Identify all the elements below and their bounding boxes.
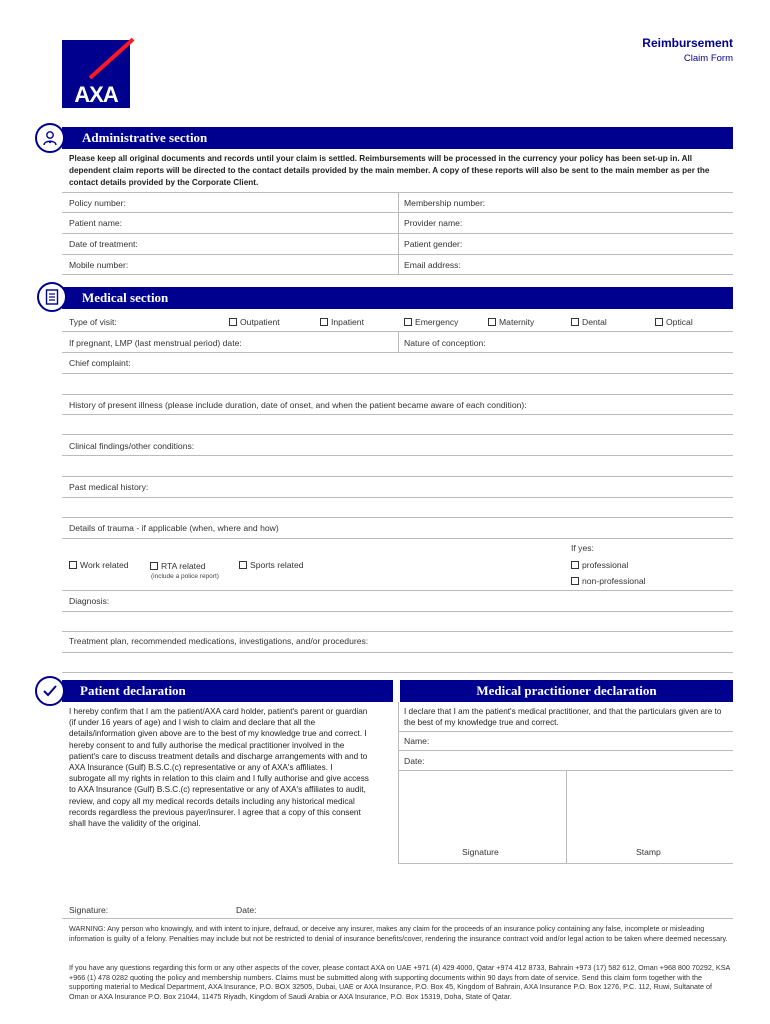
- patient-declaration-text: I hereby confirm that I am the patient/AXA card holder, patient's parent or guardian (if under 16 years of age) and I wish to claim and declare that all the details/information given above are to the best of my knowledge true and correct. I hereby consent to and fully authorise the medical practitioner involved in the patient's care to discuss treatment details and discharge arrangements with and to AXA Insurance (Gulf) B.S.C.(c) representative or any of AXA's affiliates. I subrogate all my rights in relation to this claim and I fully authorise and give access to AXA Insurance (Gulf) B.S.C.(c) representative or any of AXA's affiliates to audit, review, and copy all my medical records details including any historical medical records regardless the previous payer/insurer. I agree that a copy of this consent shall have the validity of the original.: [69, 707, 369, 829]
- contact-text: If you have any questions regarding this form or any other aspects of the cover, please contact AXA on UAE +971 (4) 429 4000, Qatar +974 412 8733, Bahrain +973 (17) 582 612, Oman +968 800 70292, KSA +966 (1) 478 0282 quoting the policy and membership numbers. Claims must be submitted along with supporting documents within 90 days from date of service. Send this claim form together with the supporting material to Medical Department, AXA Insurance, P.O. BOX 32505, Dubai, UAE or AXA Insurance, P.O. Box 45, Kingdom of Bahrain, AXA Insurance P.O. Box 1276, P.C. 112, Ruwi, Sultanate of Oman or AXA Insurance P.O. Box 21044, 11475 Riyadh, Kingdom of Saudi Arabia or AXA Insurance, P.O. Box 15319, Doha, State of Qatar.: [69, 963, 730, 1001]
- sports-related-checkbox[interactable]: Sports related: [239, 560, 304, 570]
- lmp-date-field[interactable]: If pregnant, LMP (last menstrual period) date:: [69, 338, 242, 348]
- medical-section-heading: Medical section: [82, 290, 169, 305]
- checkmark-icon: [35, 676, 65, 706]
- axa-logo: [62, 40, 130, 108]
- date-of-treatment-field[interactable]: Date of treatment:: [69, 239, 138, 249]
- provider-name-field[interactable]: Provider name:: [404, 218, 463, 228]
- clinical-findings-field[interactable]: Clinical findings/other conditions:: [69, 441, 195, 451]
- practitioner-declaration-bar: [400, 680, 733, 702]
- logo-slash: [89, 38, 135, 80]
- type-of-visit-label: Type of visit:: [69, 317, 117, 327]
- rta-note: (include a police report): [151, 573, 219, 580]
- email-address-field[interactable]: Email address:: [404, 260, 461, 270]
- past-history-field[interactable]: Past medical history:: [69, 482, 149, 492]
- patient-gender-field[interactable]: Patient gender:: [404, 239, 463, 249]
- patient-name-field[interactable]: Patient name:: [69, 218, 123, 228]
- professional-checkbox[interactable]: professional: [571, 560, 628, 570]
- practitioner-signature-area[interactable]: Signature: [462, 847, 499, 857]
- visit-maternity-checkbox[interactable]: Maternity: [488, 317, 534, 327]
- practitioner-date-field[interactable]: Date:: [404, 756, 425, 766]
- conception-field[interactable]: Nature of conception:: [404, 338, 486, 348]
- visit-outpatient-checkbox[interactable]: Outpatient: [229, 317, 280, 327]
- treatment-plan-field[interactable]: Treatment plan, recommended medications, investigations, and/or procedures:: [69, 636, 369, 646]
- patient-declaration-bar: [62, 680, 393, 702]
- rta-related-checkbox[interactable]: RTA related: [150, 561, 206, 571]
- membership-number-field[interactable]: Membership number:: [404, 198, 486, 208]
- medical-section-bar: [62, 287, 733, 309]
- visit-optical-checkbox[interactable]: Optical: [655, 317, 693, 327]
- admin-notice: Please keep all original documents and records until your claim is settled. Reimbursements will be processed in the currency your policy has been set-up in. All dependent claim reports will be directed to the contact details provided by the main member. A copy of these reports will also be sent to the main member as per the contact details provided by the Corporate Client.: [69, 154, 710, 187]
- history-field[interactable]: History of present illness (please include duration, date of onset, and when the patient became aware of each condition):: [69, 400, 527, 410]
- diagnosis-field[interactable]: Diagnosis:: [69, 596, 110, 606]
- document-icon: [37, 282, 67, 312]
- if-yes-label: If yes:: [571, 543, 594, 553]
- warning-text: WARNING: Any person who knowingly, and with intent to injure, defraud, or deceive any insurer, makes any claim for the proceeds of an insurance policy containing any false, incomplete or misleading information is guilty of a felony. Penalties may include but not be restricted to denial of insurance benefits/cover, rendering the insurance contract void and/or legal action to be taken where deemed necessary.: [69, 924, 728, 943]
- admin-section-heading: Administrative section: [82, 130, 208, 145]
- visit-inpatient-checkbox[interactable]: Inpatient: [320, 317, 364, 327]
- chief-complaint-field[interactable]: Chief complaint:: [69, 358, 131, 368]
- practitioner-declaration-text: I declare that I am the patient's medical practitioner, and that the particulars given are to the best of my knowledge true and correct.: [404, 707, 722, 728]
- admin-section-bar: [62, 127, 733, 149]
- patient-signature-field[interactable]: Signature:: [69, 905, 109, 915]
- non-professional-checkbox[interactable]: non-professional: [571, 576, 646, 586]
- practitioner-declaration-heading: Medical practitioner declaration: [476, 683, 657, 698]
- visit-dental-checkbox[interactable]: Dental: [571, 317, 607, 327]
- doctor-icon: [35, 123, 65, 153]
- trauma-field[interactable]: Details of trauma - if applicable (when, where and how): [69, 523, 279, 533]
- visit-emergency-checkbox[interactable]: Emergency: [404, 317, 458, 327]
- practitioner-stamp-area[interactable]: Stamp: [636, 847, 661, 857]
- logo-text: AXA: [74, 82, 118, 107]
- form-subtitle: Claim Form: [683, 53, 733, 64]
- patient-declaration-heading: Patient declaration: [80, 683, 186, 698]
- patient-date-field[interactable]: Date:: [236, 905, 257, 915]
- practitioner-name-field[interactable]: Name:: [404, 736, 430, 746]
- mobile-number-field[interactable]: Mobile number:: [69, 260, 129, 270]
- policy-number-field[interactable]: Policy number:: [69, 198, 126, 208]
- form-title: Reimbursement: [642, 36, 733, 50]
- work-related-checkbox[interactable]: Work related: [69, 560, 129, 570]
